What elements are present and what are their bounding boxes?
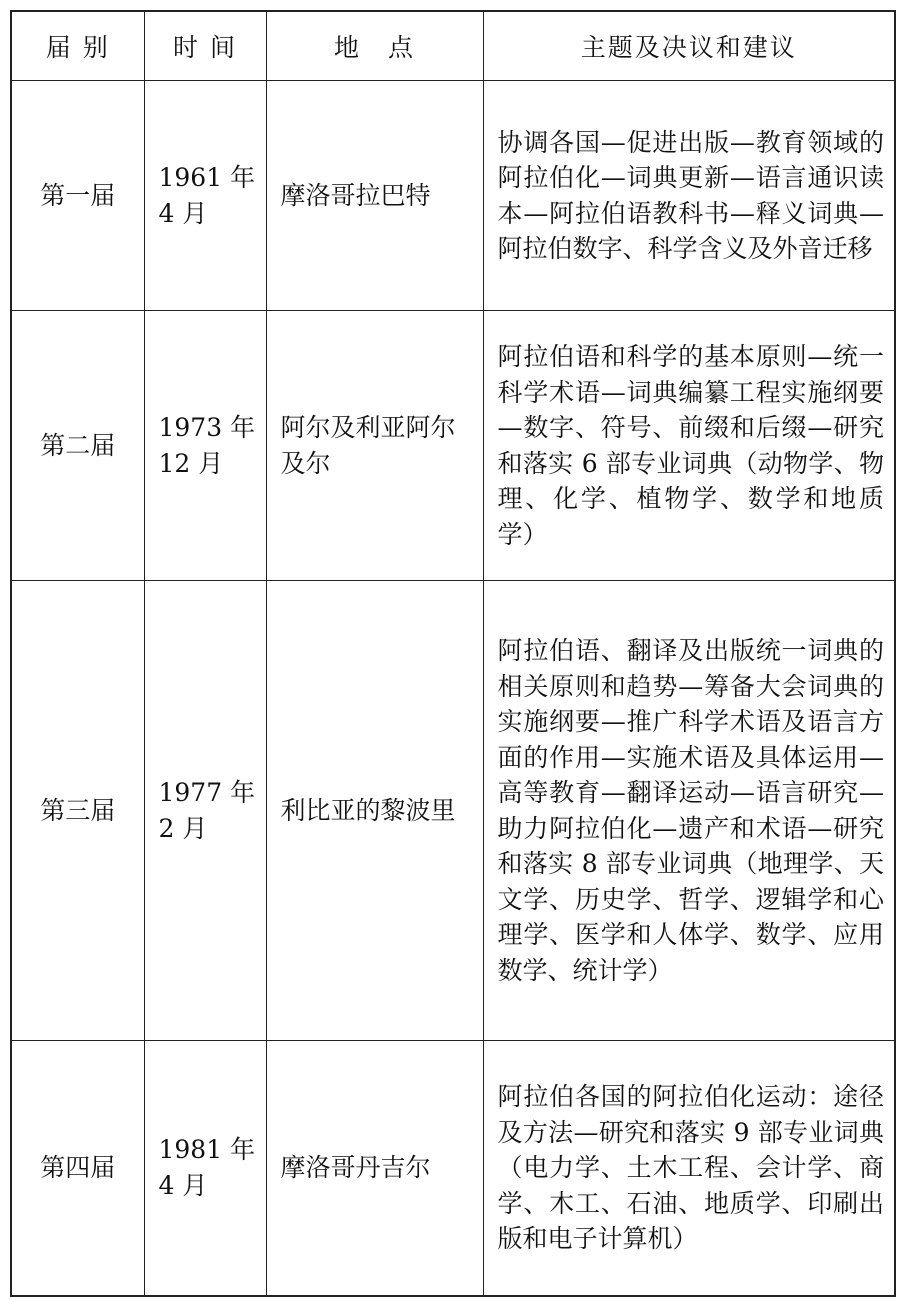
topic-cell: 协调各国—促进出版—教育领域的阿拉伯化—词典更新—语言通识读本—阿拉伯语教科书—释义词典—阿拉伯数字、科学含义及外音迁移 bbox=[483, 81, 895, 311]
topic-cell: 阿拉伯语、翻译及出版统一词典的相关原则和趋势—筹备大会词典的实施纲要—推广科学术语及语言方面的作用—实施术语及具体运用—高等教育—翻译运动—语言研究—助力阿拉伯化—遗产和术语—研究和落实 8 部专业词典（地理学、天文学、历史学、哲学、逻辑学和心理学、医学和人体学、数学、应用数学、统计学） bbox=[483, 581, 895, 1041]
table-row bbox=[11, 311, 895, 581]
header-row bbox=[11, 11, 895, 81]
table-row bbox=[11, 81, 895, 311]
header-time: 时 间 bbox=[144, 11, 266, 81]
header-place: 地 点 bbox=[266, 11, 483, 81]
conference-table bbox=[10, 10, 896, 1297]
topic-cell: 阿拉伯各国的阿拉伯化运动：途径及方法—研究和落实 9 部专业词典（电力学、土木工程、会计学、商学、木工、石油、地质学、印刷出版和电子计算机） bbox=[483, 1041, 895, 1296]
table-row bbox=[11, 581, 895, 1041]
time-cell: 1981 年 4 月 bbox=[144, 1041, 266, 1296]
session-cell: 第二届 bbox=[11, 311, 144, 581]
session-cell: 第三届 bbox=[11, 581, 144, 1041]
place-cell: 利比亚的黎波里 bbox=[266, 581, 483, 1041]
table-row bbox=[11, 1041, 895, 1296]
time-cell: 1973 年 12 月 bbox=[144, 311, 266, 581]
place-cell: 摩洛哥拉巴特 bbox=[266, 81, 483, 311]
session-cell: 第一届 bbox=[11, 81, 144, 311]
header-topic: 主题及决议和建议 bbox=[483, 11, 895, 81]
time-cell: 1961 年 4 月 bbox=[144, 81, 266, 311]
place-cell: 摩洛哥丹吉尔 bbox=[266, 1041, 483, 1296]
time-cell: 1977 年 2 月 bbox=[144, 581, 266, 1041]
session-cell: 第四届 bbox=[11, 1041, 144, 1296]
place-cell: 阿尔及利亚阿尔及尔 bbox=[266, 311, 483, 581]
topic-cell: 阿拉伯语和科学的基本原则—统一科学术语—词典编纂工程实施纲要—数字、符号、前缀和后缀—研究和落实 6 部专业词典（动物学、物理、化学、植物学、数学和地质学） bbox=[483, 311, 895, 581]
header-session: 届 别 bbox=[11, 11, 144, 81]
